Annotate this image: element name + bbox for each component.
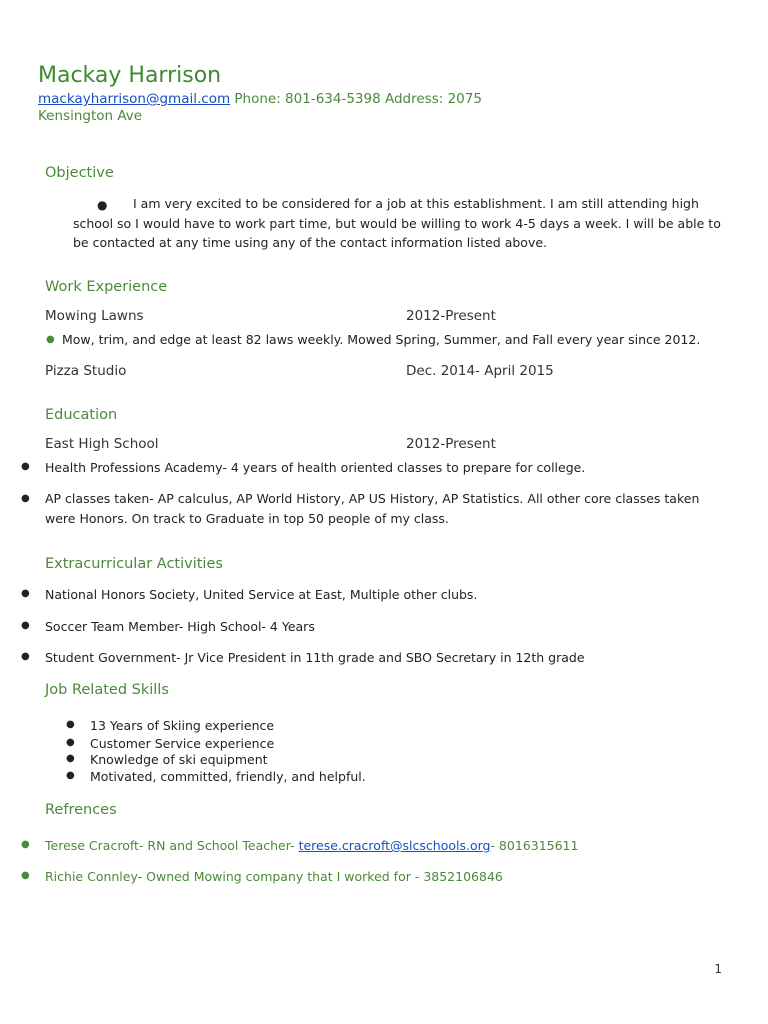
bullet-icon: ● (21, 651, 30, 662)
bullet-icon: ● (46, 334, 55, 345)
bullet-icon: ● (21, 620, 30, 631)
skill-item-1: 13 Years of Skiing experience (90, 718, 275, 733)
bullet-icon: ● (21, 493, 30, 504)
bullet-icon: ● (21, 588, 30, 599)
extracurricular-item-3: Student Government- Jr Vice President in 11th grade and SBO Secretary in 12th grade (45, 650, 585, 665)
objective-heading: Objective (45, 165, 114, 181)
bullet-icon: ● (66, 770, 75, 781)
extracurricular-heading: Extracurricular Activities (45, 556, 223, 572)
bullet-icon: ● (21, 870, 30, 881)
skill-item-3: Knowledge of ski equipment (90, 752, 268, 767)
skill-item-2: Customer Service experience (90, 736, 275, 751)
contact-line-1 (38, 91, 482, 107)
bullet-icon: ● (66, 753, 75, 764)
applicant-name: Mackay Harrison (38, 63, 222, 88)
education-heading: Education (45, 407, 118, 423)
references-heading: Refrences (45, 802, 117, 818)
phone-address-text: Phone: 801-634-5398 Address: 2075 (230, 91, 482, 107)
objective-text: I am very excited to be considered for a job at this establishment. I am still attending high school so I would have to work part time, but would be willing to work 4-5 days a week. I will be able to be contacted at any time using any of the contact information listed above. (73, 196, 721, 250)
reference-1-email-link[interactable]: terese.cracroft@slcschools.org (298, 838, 491, 853)
job-title-mowing: Mowing Lawns (45, 308, 144, 324)
bullet-icon: ● (21, 839, 30, 850)
school-name: East High School (45, 436, 159, 452)
bullet-icon: ● (97, 198, 108, 212)
email-link[interactable]: mackayharrison@gmail.com (38, 91, 231, 107)
page-number: 1 (714, 962, 722, 976)
bullet-icon: ● (66, 719, 75, 730)
skill-item-4: Motivated, committed, friendly, and helpful. (90, 769, 366, 784)
contact-line-2: Kensington Ave (38, 108, 143, 124)
job-detail-mowing: Mow, trim, and edge at least 82 laws weekly. Mowed Spring, Summer, and Fall every year since 2012. (62, 332, 701, 347)
job-title-pizza: Pizza Studio (45, 363, 127, 379)
bullet-icon: ● (66, 737, 75, 748)
reference-1-phone: - 8016315611 (490, 838, 579, 853)
extracurricular-item-1: National Honors Society, United Service at East, Multiple other clubs. (45, 587, 478, 602)
bullet-icon: ● (21, 461, 30, 472)
extracurricular-item-2: Soccer Team Member- High School- 4 Years (45, 619, 315, 634)
skills-heading: Job Related Skills (45, 682, 169, 698)
job-dates-pizza: Dec. 2014- April 2015 (406, 363, 554, 379)
education-item-2: AP classes taken- AP calculus, AP World History, AP US History, AP Statistics. All other core classes taken were Honors. On track to Graduate in top 50 people of my class. (45, 491, 700, 526)
work-experience-heading: Work Experience (45, 279, 168, 295)
reference-1-name: Terese Cracroft- RN and School Teacher- (45, 838, 299, 853)
school-dates: 2012-Present (406, 436, 496, 452)
reference-2: Richie Connley- Owned Mowing company that I worked for - 3852106846 (45, 869, 503, 884)
education-item-1: Health Professions Academy- 4 years of health oriented classes to prepare for college. (45, 460, 586, 475)
job-dates-mowing: 2012-Present (406, 308, 496, 324)
reference-1 (45, 838, 578, 853)
